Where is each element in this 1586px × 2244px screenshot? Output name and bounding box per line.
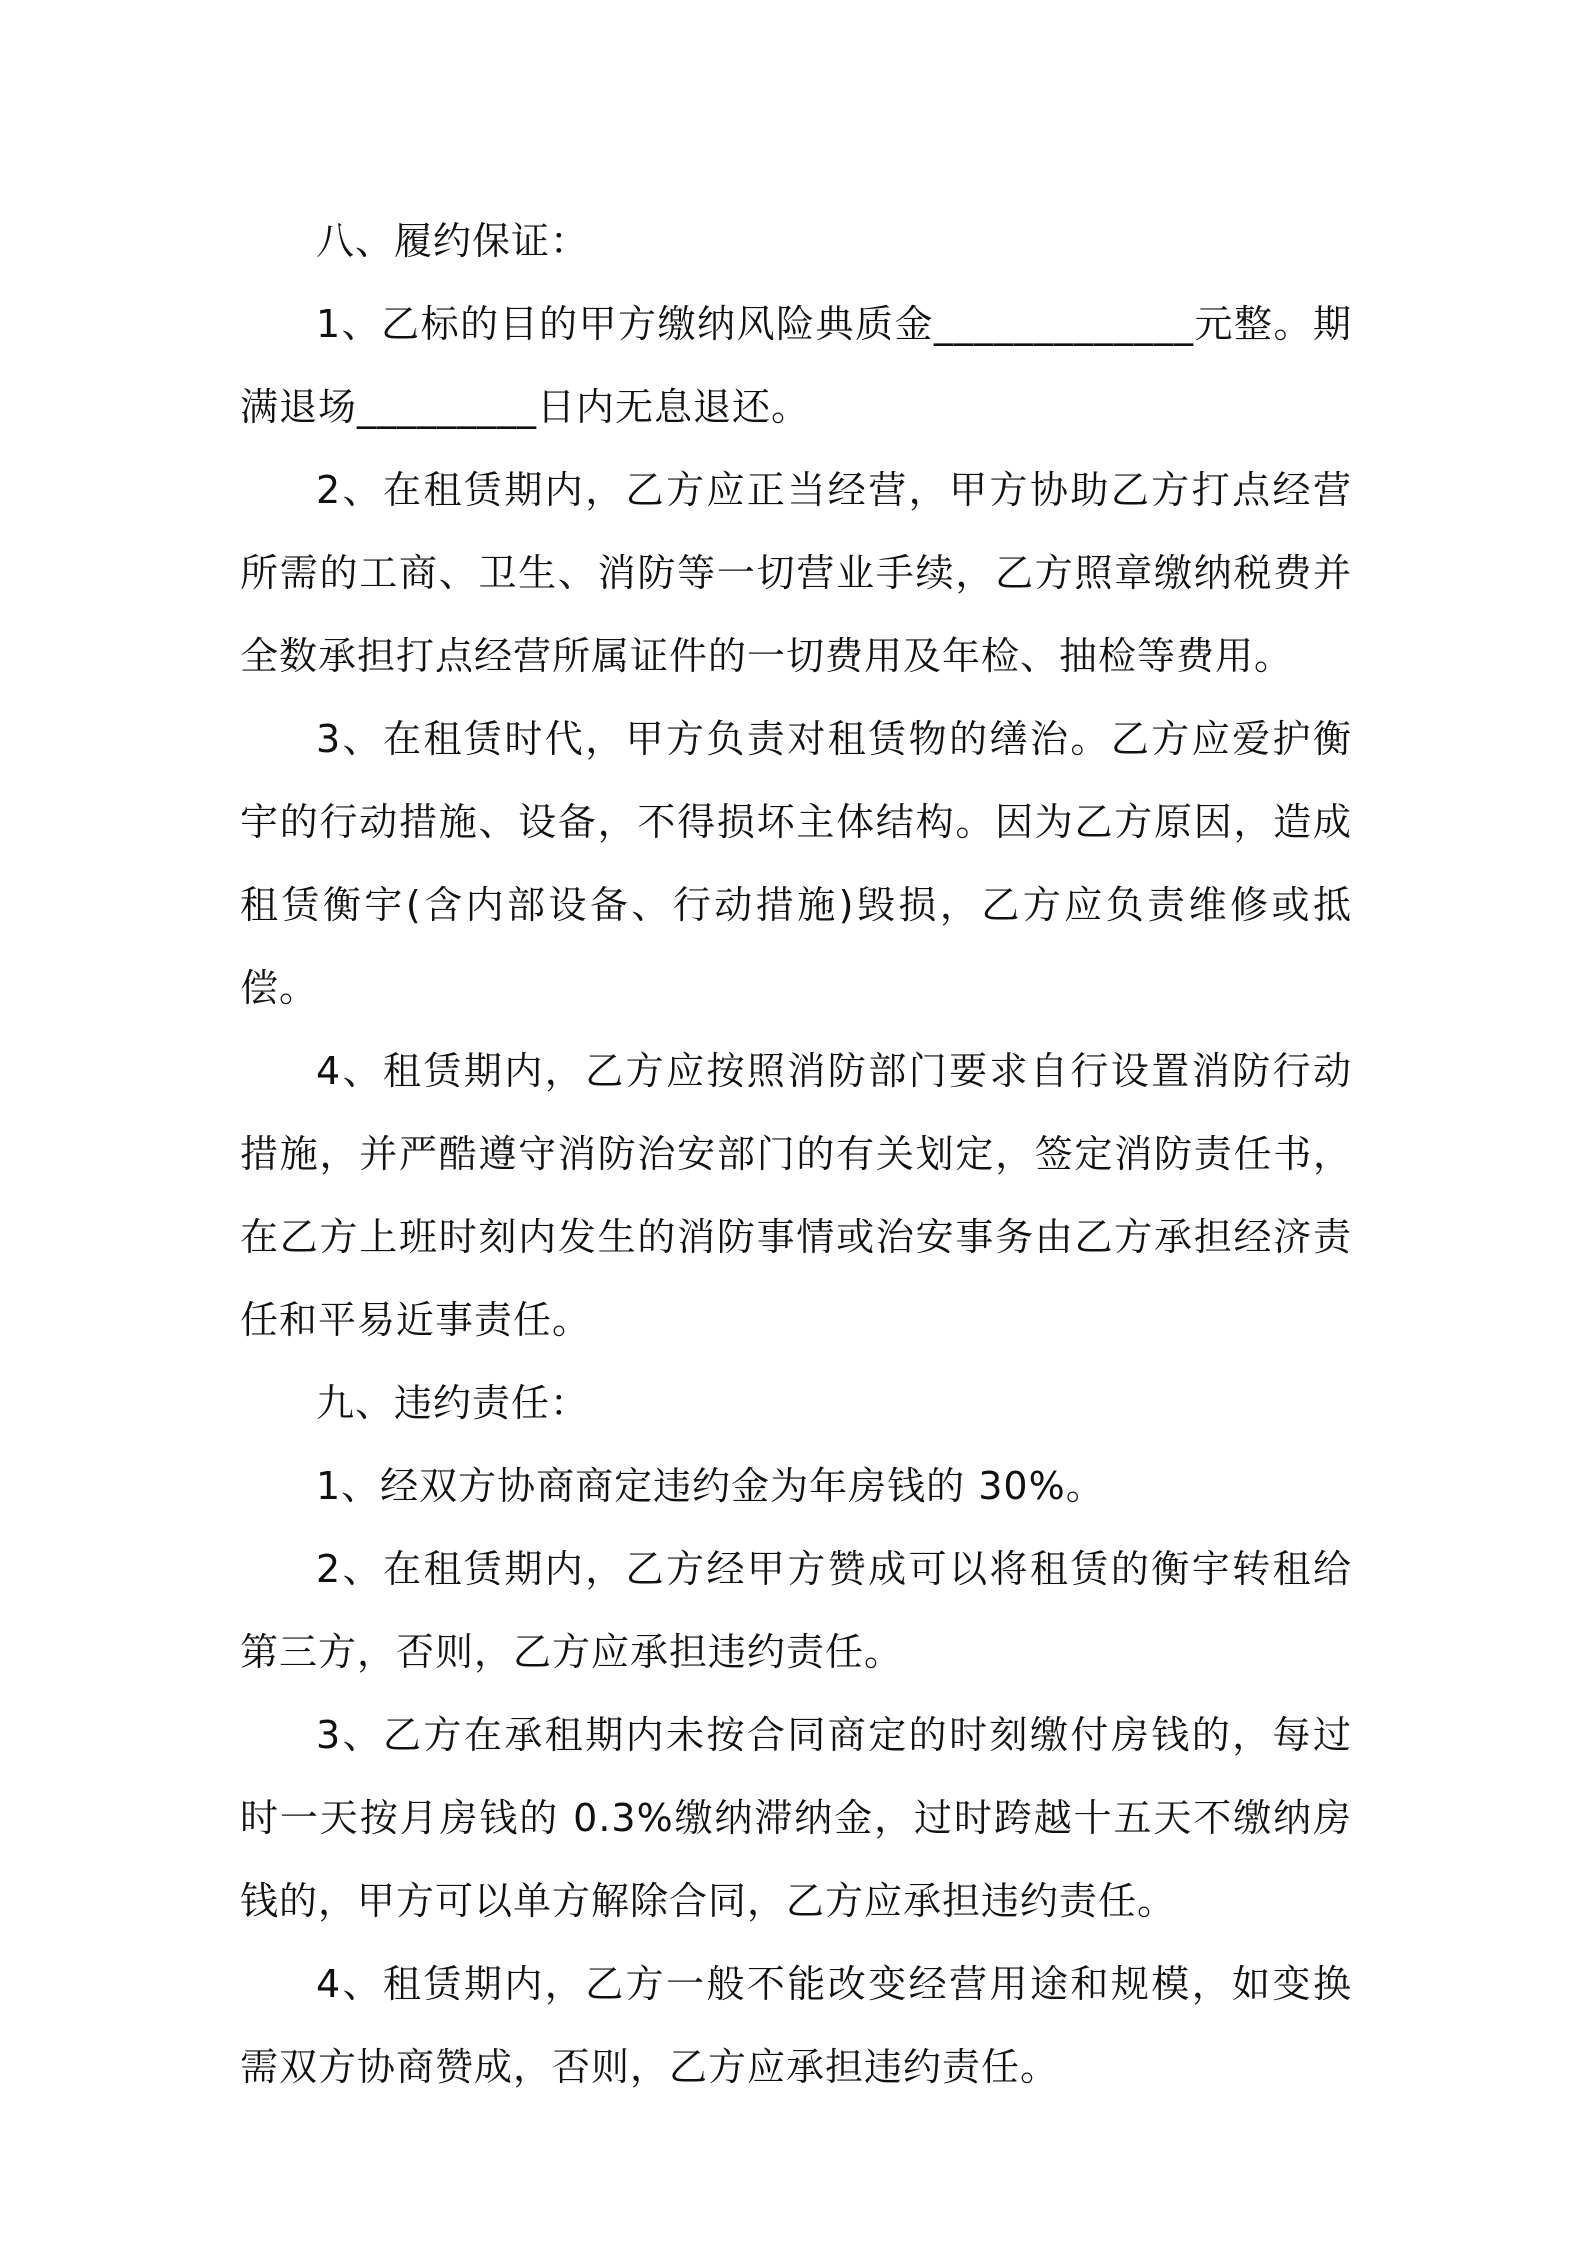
clause-9-1: 1、经双方协商商定违约金为年房钱的 30%。	[316, 1464, 1105, 1508]
section-heading-breach-liability: 九、违约责任：	[316, 1381, 590, 1425]
clause-8-4: 4、租赁期内，乙方应按照消防部门要求自行设置消防行动措施，并严酷遵守消防治安部门的有关划定，签定消防责任书，在乙方上班时刻内发生的消防事情或治安事务由乙方承担经济责任和平易近事责任。	[240, 1049, 1352, 1342]
clause-9-2: 2、在租赁期内，乙方经甲方赞成可以将租赁的衡宇转租给第三方，否则，乙方应承担违约责任。	[240, 1547, 1352, 1674]
section-heading-performance-guarantee: 八、履约保证：	[316, 219, 590, 263]
clause-8-2: 2、在租赁期内，乙方应正当经营，甲方协助乙方打点经营所需的工商、卫生、消防等一切营业手续，乙方照章缴纳税费并全数承担打点经营所属证件的一切费用及年检、抽检等费用。	[240, 468, 1352, 678]
clause-8-1: 1、乙标的目的甲方缴纳风险典质金_____________元整。期满退场_________日内无息退还。	[240, 302, 1352, 429]
document-body	[240, 200, 1352, 2109]
clause-9-3: 3、乙方在承租期内未按合同商定的时刻缴付房钱的，每过时一天按月房钱的 0.3%缴纳滞纳金，过时跨越十五天不缴纳房钱的，甲方可以单方解除合同，乙方应承担违约责任。	[240, 1713, 1352, 1923]
clause-8-3: 3、在租赁时代，甲方负责对租赁物的缮治。乙方应爱护衡宇的行动措施、设备，不得损坏主体结构。因为乙方原因，造成租赁衡宇(含内部设备、行动措施)毁损，乙方应负责维修或抵偿。	[240, 717, 1352, 1010]
clause-9-4: 4、租赁期内，乙方一般不能改变经营用途和规模，如变换需双方协商赞成，否则，乙方应承担违约责任。	[240, 1962, 1352, 2089]
